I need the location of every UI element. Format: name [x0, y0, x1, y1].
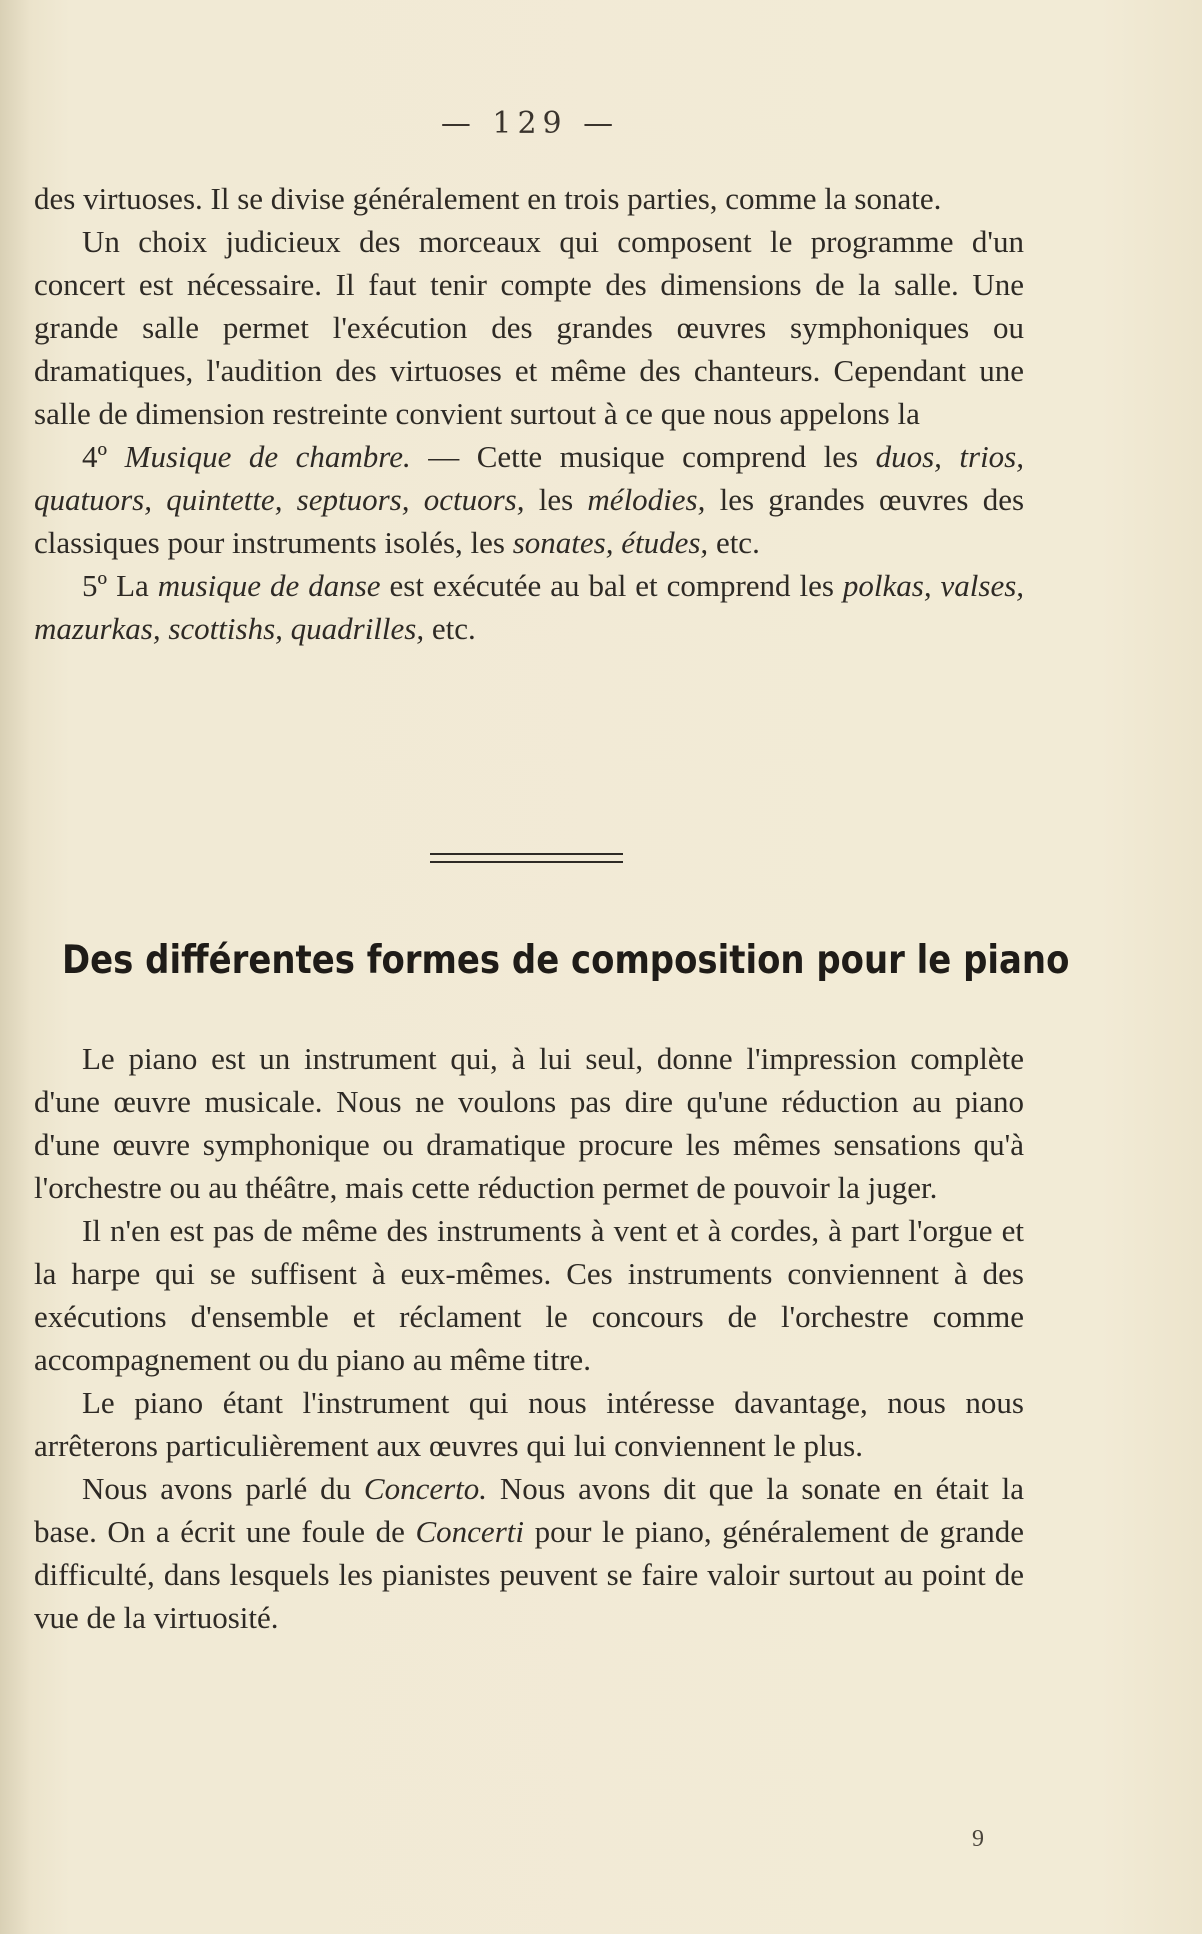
paragraph-chamber-music [34, 435, 1024, 564]
paragraph-dance-music [34, 564, 1024, 650]
dance-text-3: etc. [431, 611, 476, 646]
term-concerto: Concerto. [363, 1471, 488, 1506]
paragraph-concerto [34, 1467, 1024, 1639]
term-sonates-etudes: sonates, études, [512, 525, 709, 560]
section-heading: Des différentes formes de composition pour le piano [62, 938, 1070, 983]
chamber-text-2: les [538, 482, 574, 517]
term-dance-music: musique de danse [157, 568, 381, 603]
dance-forms-list: polkas, valses, mazurkas, scottishs, quadrilles, [34, 568, 1025, 646]
term-melodies: mélodies, [587, 482, 706, 517]
top-text-block [34, 177, 1024, 650]
concerto-text-1: Nous avons parlé du [82, 1471, 352, 1506]
signature-mark: 9 [972, 1826, 984, 1852]
dance-text-1: La [116, 568, 149, 603]
paragraph-virtuoses: des virtuoses. Il se divise généralement en trois parties, comme la sonate. [34, 181, 942, 216]
term-chamber-music: Musique de chambre. [124, 439, 411, 474]
chamber-forms-list: duos, trios, quatuors, quintette, septuors, octuors, [34, 439, 1024, 517]
paragraph-piano-interest: Le piano étant l'instrument qui nous intéresse davantage, nous nous arrêterons particulièrement aux œuvres qui lui conviennent le plus. [34, 1385, 1024, 1463]
item-number-4: 4º [82, 439, 108, 474]
section-rule-bottom [430, 861, 623, 863]
paragraph-wind-strings: Il n'en est pas de même des instruments à vent et à cordes, à part l'orgue et la harpe qui se suffisent à eux-mêmes. Ces instruments conviennent à des exécutions d'ensemble et réclament le concours de l'orchestre comme accompagnement ou du piano au même titre. [34, 1213, 1024, 1377]
dance-text-2: est exécutée au bal et comprend les [389, 568, 834, 603]
chamber-text-1: — Cette musique comprend les [428, 439, 859, 474]
term-concerti: Concerti [415, 1514, 524, 1549]
chamber-text-3: les grandes œuvres des classiques pour instruments isolés, les [34, 482, 1025, 560]
chamber-text-4: etc. [715, 525, 760, 560]
page-number: — 129 — [440, 106, 620, 141]
paragraph-concert-program: Un choix judicieux des morceaux qui composent le programme d'un concert est nécessaire. Il faut tenir compte des dimensions de la salle. Une grande salle permet l'exécution des grandes œuvres symphoniques ou dramatiques, l'audition des virtuoses et même des chanteurs. Cependant une salle de dimension restreinte convient surtout à ce que nous appelons la [34, 224, 1024, 431]
item-number-5: 5º [82, 568, 108, 603]
concerto-text-2: Nous avons dit que la sonate en était la base. On a écrit une foule de [34, 1471, 1024, 1549]
body-text-block [34, 1037, 1024, 1639]
concerto-text-3: pour le piano, généralement de grande difficulté, dans lesquels les pianistes peuvent se faire valoir surtout au point de vue de la virtuosité. [34, 1514, 1025, 1635]
paragraph-piano-intro: Le piano est un instrument qui, à lui seul, donne l'impression complète d'une œuvre musicale. Nous ne voulons pas dire qu'une réduction au piano d'une œuvre symphonique ou dramatique procure les mêmes sensations qu'à l'orchestre ou au théâtre, mais cette réduction permet de pouvoir la juger. [34, 1041, 1024, 1205]
section-rule-top [430, 853, 623, 855]
